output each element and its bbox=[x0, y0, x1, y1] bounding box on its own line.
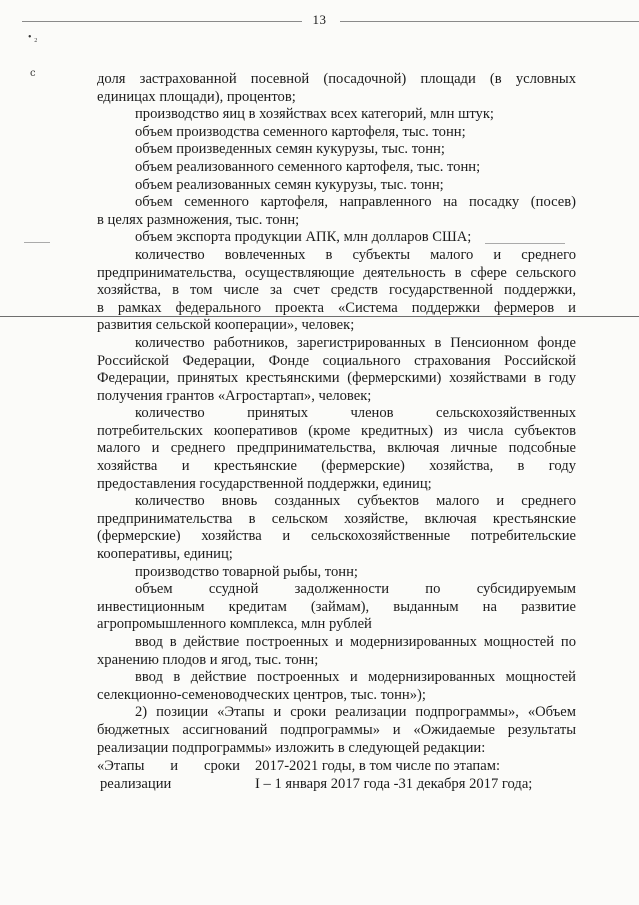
text-line: предоставления государственной поддержки, единиц; bbox=[97, 475, 432, 492]
label-word: и bbox=[170, 758, 179, 774]
stages-table bbox=[97, 758, 576, 793]
text-line: количество работников, зарегистрированных в Пенсионном фонде bbox=[135, 334, 576, 351]
text-line: реализации подпрограммы» изложить в следующей редакции: bbox=[97, 739, 486, 756]
text-line: малого и среднего предпринимательства, включая личные подсобные bbox=[97, 440, 576, 457]
label-word: сроки bbox=[204, 758, 240, 774]
text-line: агропромышленного комплекса, млн рублей bbox=[97, 616, 372, 633]
paragraph bbox=[97, 124, 576, 142]
text-line: 2) позиции «Этапы и сроки реализации подпрограммы», «Объем bbox=[135, 704, 576, 721]
text-line: ввод в действие построенных и модернизированных мощностей bbox=[135, 669, 576, 686]
text-line: получения грантов «Агростартап», человек; bbox=[97, 387, 372, 404]
page-number: 13 bbox=[312, 12, 327, 27]
table-row bbox=[97, 758, 576, 776]
table-value-line: 2017-2021 годы, в том числе по этапам: bbox=[255, 758, 501, 774]
paragraph bbox=[97, 581, 576, 634]
label-word: реализации bbox=[100, 775, 172, 792]
text-line: единицах площади), процентов; bbox=[97, 88, 296, 105]
text-line: количество вовлеченных в субъекты малого и среднего bbox=[135, 246, 576, 263]
text-line: ввод в действие построенных и модернизированных мощностей по bbox=[135, 634, 576, 650]
text-line: потребительских кооперативов (кроме кредитных) из числа субъектов bbox=[97, 422, 576, 439]
header-rule-right bbox=[340, 21, 639, 22]
paragraph bbox=[97, 335, 576, 405]
text-line: предпринимательства, осуществляющие деятельность в сфере сельского bbox=[97, 264, 576, 281]
paragraph bbox=[97, 177, 576, 195]
text-line: количество вновь созданных субъектов малого и среднего bbox=[135, 493, 576, 510]
text-line: производство товарной рыбы, тонн; bbox=[135, 563, 358, 580]
text-line: объем произведенных семян кукурузы, тыс. тонн; bbox=[135, 141, 445, 158]
text-line: в целях размножения, тыс. тонн; bbox=[97, 211, 300, 228]
text-line: кооперативы, единиц; bbox=[97, 546, 233, 563]
paragraph bbox=[97, 247, 576, 335]
table-label-cell bbox=[97, 758, 255, 776]
text-line: (фермерские) хозяйства и сельскохозяйственные потребительские bbox=[97, 528, 576, 545]
text-line: в рамках федерального проекта «Система поддержки фермеров и bbox=[97, 299, 576, 316]
text-line: количество принятых членов сельскохозяйственных bbox=[135, 405, 576, 422]
text-line: доля застрахованной посевной (посадочной) площади (в условных bbox=[97, 71, 576, 87]
text-line: объем семенного картофеля, направленного на посадку (посев) bbox=[135, 194, 576, 211]
paragraph bbox=[97, 194, 576, 229]
paragraph bbox=[97, 229, 576, 247]
text-line: объем реализованных семян кукурузы, тыс. тонн; bbox=[135, 176, 444, 193]
text-line: Российской Федерации, Фонде социального страхования Российской bbox=[97, 352, 576, 369]
paragraph bbox=[97, 634, 576, 669]
table-label-cell-2 bbox=[97, 776, 255, 794]
text-line: предпринимательства в сельском хозяйстве, включая крестьянские bbox=[97, 510, 576, 527]
text-line: объем ссудной задолженности по субсидируемым bbox=[135, 581, 576, 598]
paragraph bbox=[97, 704, 576, 757]
corner-mark-mid: ⅽ bbox=[30, 68, 36, 79]
text-line: Федерации, принятых крестьянскими (фермерскими) хозяйствами в году bbox=[97, 370, 576, 387]
header-rule-left bbox=[22, 21, 302, 22]
text-line: объем реализованного семенного картофеля, тыс. тонн; bbox=[135, 158, 481, 175]
table-row bbox=[97, 776, 576, 794]
paragraph bbox=[97, 493, 576, 563]
paragraph bbox=[97, 564, 576, 582]
text-line: развития сельской кооперации», человек; bbox=[97, 317, 355, 334]
scan-dash-left bbox=[24, 242, 50, 243]
text-line: объем экспорта продукции АПК, млн долларов США; bbox=[135, 229, 472, 246]
label-word: «Этапы bbox=[97, 758, 145, 774]
table-value-line: I – 1 января 2017 года -31 декабря 2017 года; bbox=[255, 775, 533, 792]
text-line: бюджетных ассигнований подпрограммы» и «Ожидаемые результаты bbox=[97, 721, 576, 738]
document-body bbox=[97, 71, 576, 757]
paragraph bbox=[97, 159, 576, 177]
text-line: инвестиционным кредитам (займам), выданным на развитие bbox=[97, 598, 576, 615]
text-line: хозяйства и крестьянские (фермерские) хозяйства, в году bbox=[97, 458, 576, 475]
text-line: объем производства семенного картофеля, тыс. тонн; bbox=[135, 123, 466, 140]
text-line: селекционно-семеноводческих центров, тыс. тонн»); bbox=[97, 686, 426, 703]
paragraph bbox=[97, 405, 576, 493]
paragraph bbox=[97, 141, 576, 159]
paragraph bbox=[97, 106, 576, 124]
text-line: производство яиц в хозяйствах всех категорий, млн штук; bbox=[135, 106, 494, 123]
corner-mark-top: • ₂ bbox=[28, 32, 38, 43]
paragraph bbox=[97, 71, 576, 106]
text-line: хозяйства, в том числе за счет средств государственной поддержки, bbox=[97, 282, 576, 299]
text-line: хранению плодов и ягод, тыс. тонн; bbox=[97, 651, 319, 668]
paragraph bbox=[97, 669, 576, 704]
